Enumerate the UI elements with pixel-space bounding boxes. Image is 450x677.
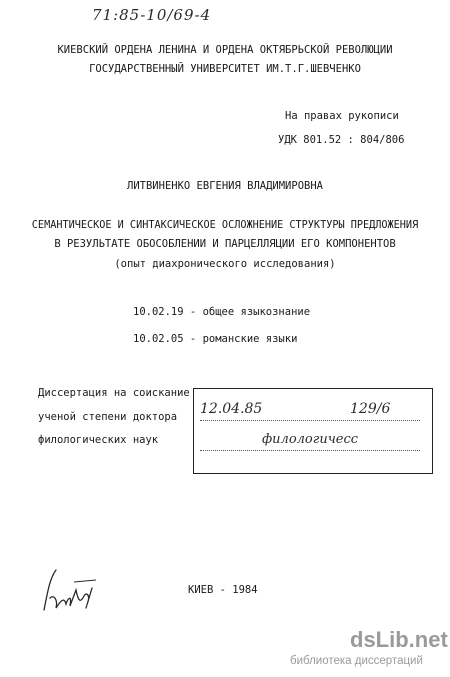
specialty-row <box>133 306 310 318</box>
dissertation-line-1: Диссертация на соискание <box>38 387 190 399</box>
handwritten-catalog-code: 71:85-10/69-4 <box>92 6 212 24</box>
specialty-row <box>133 333 297 345</box>
stamp-field-handwriting: филологичесс <box>262 432 359 447</box>
specialty-name: романские языки <box>202 333 298 345</box>
institution-line-1: КИЕВСКИЙ ОРДЕНА ЛЕНИНА И ОРДЕНА ОКТЯБРЬСКОЙ РЕВОЛЮЦИИ <box>57 44 393 56</box>
watermark-subtitle: библиотека диссертаций <box>290 655 423 667</box>
stamp-rule <box>200 450 420 451</box>
rights-note: На правах рукописи <box>285 110 399 122</box>
stamp-date: 12.04.85 <box>200 401 263 417</box>
author-name: ЛИТВИНЕНКО ЕВГЕНИЯ ВЛАДИМИРОВНА <box>127 180 323 192</box>
dissertation-line-2: ученой степени доктора <box>38 411 178 423</box>
watermark-brand: dsLib.net <box>350 627 448 652</box>
title-line-2: В РЕЗУЛЬТАТЕ ОБОСОБЛЕНИИ И ПАРЦЕЛЛЯЦИИ ЕГО КОМПОНЕНТОВ <box>54 238 396 250</box>
title-line-3: (опыт диахронического исследования) <box>114 258 336 270</box>
title-line-1: СЕМАНТИЧЕСКОЕ И СИНТАКСИЧЕСКОЕ ОСЛОЖНЕНИЕ СТРУКТУРЫ ПРЕДЛОЖЕНИЯ <box>31 220 419 231</box>
specialty-code: 10.02.19 <box>133 306 184 318</box>
place-year: КИЕВ - 1984 <box>188 584 258 596</box>
specialty-name: общее языкознание <box>202 306 311 318</box>
dash: - <box>189 306 203 318</box>
institution-line-2: ГОСУДАРСТВЕННЫЙ УНИВЕРСИТЕТ ИМ.Т.Г.ШЕВЧЕНКО <box>89 63 361 75</box>
specialty-code: 10.02.05 <box>133 333 184 345</box>
dash: - <box>189 333 203 345</box>
stamp-rule <box>200 420 420 421</box>
dissertation-line-3: филологических наук <box>38 434 159 446</box>
stamp-number: 129/6 <box>350 401 391 417</box>
signature-drawing <box>36 560 106 620</box>
udc-code: УДК 801.52 : 804/806 <box>278 134 405 146</box>
signature <box>36 560 106 620</box>
